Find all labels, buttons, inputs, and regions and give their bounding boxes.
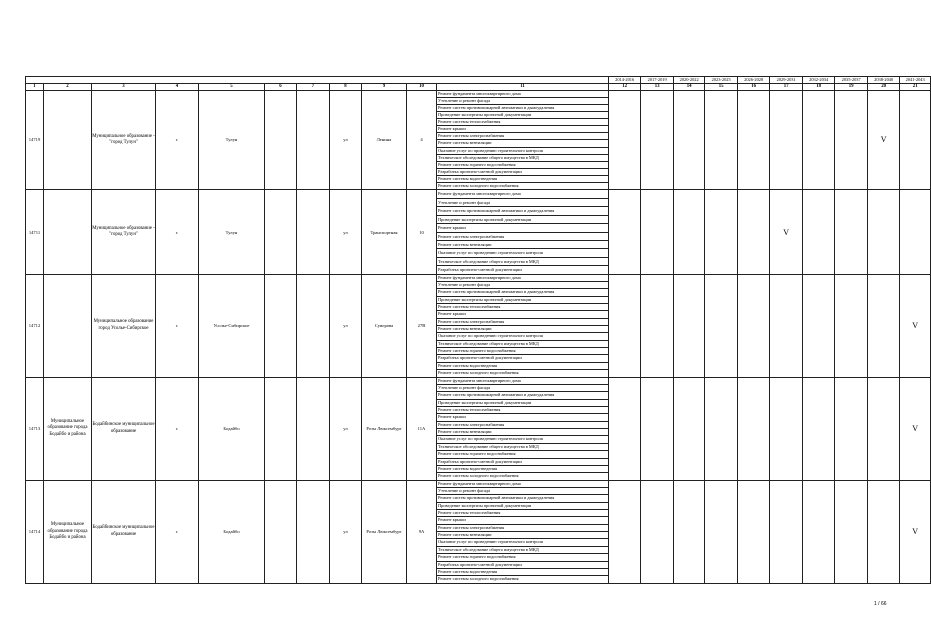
district-cell [44, 90, 92, 190]
work-item: Ремонт системы теплоснабжения [437, 119, 609, 126]
column-6-cell [265, 190, 297, 274]
work-item: Ремонт систем противопожарной автоматики и дымоудаления [437, 495, 609, 502]
column-number: 1 [26, 83, 44, 90]
settlement-cell: Тулун [199, 90, 265, 190]
table-row [26, 274, 931, 281]
work-item: Ремонт системы теплоснабжения [437, 407, 609, 414]
period-cell [609, 190, 641, 274]
year-header: 2023-2025 [705, 77, 738, 84]
column-number: 11 [437, 83, 609, 90]
street-type-cell: ул [330, 480, 362, 583]
record-id: 14719 [26, 90, 44, 190]
period-cell [738, 90, 770, 190]
table-row [26, 90, 931, 97]
period-cell [770, 190, 803, 274]
column-number: 18 [803, 83, 835, 90]
street-cell: Суворова [362, 274, 407, 377]
work-item: Утепление и ремонт фасада [437, 198, 609, 206]
house-number-cell: 10 [407, 190, 437, 274]
column-7-cell [297, 377, 330, 480]
work-item: Ремонт системы вентиляции [437, 140, 609, 147]
column-7-cell [297, 90, 330, 190]
period-cell [868, 377, 900, 480]
house-number-cell: 4 [407, 90, 437, 190]
street-cell: Ленина [362, 90, 407, 190]
work-item: Ремонт системы электроснабжения [437, 318, 609, 325]
column-number: 21 [900, 83, 931, 90]
period-cell [868, 480, 900, 583]
table-row [26, 190, 931, 198]
period-cell [674, 90, 705, 190]
period-cell [641, 90, 674, 190]
period-cell [900, 480, 931, 583]
house-number-cell: 9А [407, 480, 437, 583]
period-cell [900, 274, 931, 377]
work-item: Проведение экспертизы проектной документации [437, 399, 609, 406]
work-item: Ремонт системы электроснабжения [437, 232, 609, 240]
work-item: Техническое обследование общего имущества в МКД [437, 154, 609, 161]
period-cell [674, 377, 705, 480]
period-cell [609, 274, 641, 377]
year-header: 2038-2040 [868, 77, 900, 84]
period-cell [835, 274, 868, 377]
period-cell [609, 377, 641, 480]
column-number: 5 [199, 83, 265, 90]
period-cell [738, 480, 770, 583]
work-item: Ремонт крыши [437, 414, 609, 421]
column-number: 3 [92, 83, 156, 90]
period-cell [900, 190, 931, 274]
period-cell [674, 190, 705, 274]
year-header: 2029-2031 [770, 77, 803, 84]
work-item: Разработка проектно-сметной документации [437, 561, 609, 568]
work-item: Оказание услуг по проведению строительного контроля [437, 147, 609, 154]
municipality-cell: Бодайбинское муниципальное образование [92, 377, 156, 480]
work-item: Разработка проектно-сметной документации [437, 355, 609, 362]
settlement-cell: Усолье-Сибирское [199, 274, 265, 377]
work-item: Разработка проектно-сметной документации [437, 169, 609, 176]
district-cell: Муниципальное образование города Бодайбо и района [44, 480, 92, 583]
work-item: Утепление и ремонт фасада [437, 384, 609, 391]
period-cell [705, 90, 738, 190]
period-cell [609, 480, 641, 583]
street-type-cell: ул [330, 90, 362, 190]
municipality-cell: Муниципальное образование - "город Тулун" [92, 90, 156, 190]
settlement-type-cell: г. [156, 274, 199, 377]
period-cell [868, 274, 900, 377]
work-item: Ремонт системы вентиляции [437, 326, 609, 333]
work-item: Ремонт системы горячего водоснабжения [437, 348, 609, 355]
work-item: Ремонт крыши [437, 311, 609, 318]
check-mark: V [783, 227, 790, 237]
house-number-cell: 11А [407, 377, 437, 480]
work-item: Ремонт системы холодного водоснабжения [437, 183, 609, 190]
work-item: Ремонт систем противопожарной автоматики и дымоудаления [437, 207, 609, 215]
column-number: 19 [835, 83, 868, 90]
work-item: Ремонт системы вентиляции [437, 532, 609, 539]
work-item: Ремонт системы вентиляции [437, 240, 609, 248]
work-item: Ремонт системы электроснабжения [437, 133, 609, 140]
work-item: Ремонт крыши [437, 126, 609, 133]
district-cell [44, 190, 92, 274]
year-header: 2017-2019 [641, 77, 674, 84]
work-item: Ремонт системы вентиляции [437, 429, 609, 436]
period-cell [705, 377, 738, 480]
record-id: 14714 [26, 480, 44, 583]
work-item: Ремонт системы водоотведения [437, 362, 609, 369]
work-item: Ремонт системы теплоснабжения [437, 510, 609, 517]
column-number-row [26, 83, 931, 90]
period-cell [835, 377, 868, 480]
period-cell [705, 190, 738, 274]
period-cell [803, 274, 835, 377]
work-item: Оказание услуг по проведению строительного контроля [437, 539, 609, 546]
street-type-cell: ул [330, 377, 362, 480]
district-cell [44, 274, 92, 377]
period-cell [803, 190, 835, 274]
work-item: Ремонт фундамента многоквартирного дома [437, 190, 609, 198]
work-item: Ремонт системы водоотведения [437, 568, 609, 575]
period-cell [738, 274, 770, 377]
period-cell [868, 190, 900, 274]
period-cell [674, 274, 705, 377]
work-item: Ремонт крыши [437, 224, 609, 232]
settlement-type-cell: г. [156, 480, 199, 583]
table-row [26, 377, 931, 384]
house-number-cell: 27В [407, 274, 437, 377]
column-number: 12 [609, 83, 641, 90]
column-number: 14 [674, 83, 705, 90]
column-number: 16 [738, 83, 770, 90]
work-item: Ремонт системы горячего водоснабжения [437, 451, 609, 458]
work-item: Ремонт фундамента многоквартирного дома [437, 90, 609, 97]
period-cell [770, 90, 803, 190]
period-cell [705, 480, 738, 583]
work-item: Ремонт фундамента многоквартирного дома [437, 480, 609, 487]
check-mark: V [912, 424, 919, 434]
work-item: Ремонт системы горячего водоснабжения [437, 161, 609, 168]
period-cell [868, 90, 900, 190]
period-cell [738, 190, 770, 274]
period-cell [770, 480, 803, 583]
work-item: Разработка проектно-сметной документации [437, 266, 609, 274]
period-cell [705, 274, 738, 377]
column-number: 15 [705, 83, 738, 90]
period-cell [770, 274, 803, 377]
check-mark: V [880, 135, 887, 145]
work-item: Утепление и ремонт фасада [437, 487, 609, 494]
work-item: Ремонт крыши [437, 517, 609, 524]
column-number: 13 [641, 83, 674, 90]
settlement-type-cell: г. [156, 190, 199, 274]
work-item: Разработка проектно-сметной документации [437, 458, 609, 465]
work-item: Техническое обследование общего имущества в МКД [437, 340, 609, 347]
period-cell [674, 480, 705, 583]
period-cell [641, 480, 674, 583]
work-item: Техническое обследование общего имущества в МКД [437, 443, 609, 450]
year-header: 2014-2016 [609, 77, 641, 84]
work-item: Ремонт фундамента многоквартирного дома [437, 274, 609, 281]
period-cell [835, 90, 868, 190]
period-cell [641, 190, 674, 274]
settlement-cell: Тулун [199, 190, 265, 274]
page-number: 1 / 66 [874, 601, 887, 607]
settlement-type-cell: г. [156, 377, 199, 480]
capital-repair-table [25, 76, 931, 584]
period-cell [900, 377, 931, 480]
settlement-type-cell: г. [156, 90, 199, 190]
settlement-cell: Бодайбо [199, 377, 265, 480]
column-6-cell [265, 274, 297, 377]
work-item: Ремонт фундамента многоквартирного дома [437, 377, 609, 384]
work-item: Ремонт систем противопожарной автоматики и дымоудаления [437, 392, 609, 399]
work-item: Проведение экспертизы проектной документации [437, 296, 609, 303]
column-number: 4 [156, 83, 199, 90]
record-id: 14712 [26, 274, 44, 377]
street-type-cell: ул [330, 190, 362, 274]
work-item: Ремонт системы водоотведения [437, 176, 609, 183]
year-header: 2041-2043 [900, 77, 931, 84]
year-header: 2032-2034 [803, 77, 835, 84]
street-type-cell: ул [330, 274, 362, 377]
column-number: 6 [265, 83, 297, 90]
work-item: Проведение экспертизы проектной документации [437, 215, 609, 223]
work-item: Ремонт системы электроснабжения [437, 524, 609, 531]
column-number: 7 [297, 83, 330, 90]
column-number: 2 [44, 83, 92, 90]
column-6-cell [265, 377, 297, 480]
period-cell [803, 90, 835, 190]
municipality-cell: Муниципальное образование - "город Тулун" [92, 190, 156, 274]
work-item: Ремонт системы горячего водоснабжения [437, 554, 609, 561]
check-mark: V [912, 527, 919, 537]
work-item: Утепление и ремонт фасада [437, 281, 609, 288]
year-header: 2020-2022 [674, 77, 705, 84]
column-7-cell [297, 274, 330, 377]
municipality-cell: Бодайбинское муниципальное образование [92, 480, 156, 583]
work-item: Ремонт системы теплоснабжения [437, 303, 609, 310]
settlement-cell: Бодайбо [199, 480, 265, 583]
column-number: 9 [362, 83, 407, 90]
check-mark: V [912, 321, 919, 331]
period-cell [900, 90, 931, 190]
street-cell: Транспортная [362, 190, 407, 274]
work-item: Техническое обследование общего имущества в МКД [437, 546, 609, 553]
period-cell [609, 90, 641, 190]
municipality-cell: Муниципальное образование город Усолье-Сибирское [92, 274, 156, 377]
work-item: Ремонт систем противопожарной автоматики и дымоудаления [437, 289, 609, 296]
work-item: Ремонт системы электроснабжения [437, 421, 609, 428]
period-cell [641, 274, 674, 377]
year-header: 2035-2037 [835, 77, 868, 84]
column-number: 17 [770, 83, 803, 90]
table-row [26, 480, 931, 487]
work-item: Ремонт системы холодного водоснабжения [437, 576, 609, 583]
period-cell [738, 377, 770, 480]
work-item: Оказание услуг по проведению строительного контроля [437, 249, 609, 257]
column-number: 8 [330, 83, 362, 90]
record-id: 14711 [26, 190, 44, 274]
district-cell: Муниципальное образование города Бодайбо и района [44, 377, 92, 480]
column-number: 20 [868, 83, 900, 90]
period-cell [641, 377, 674, 480]
work-item: Техническое обследование общего имущества в МКД [437, 257, 609, 265]
period-cell [835, 190, 868, 274]
work-item: Ремонт системы холодного водоснабжения [437, 370, 609, 377]
street-cell: Розы Люксембург [362, 480, 407, 583]
work-item: Ремонт системы водоотведения [437, 465, 609, 472]
work-item: Ремонт систем противопожарной автоматики и дымоудаления [437, 104, 609, 111]
period-cell [835, 480, 868, 583]
work-item: Оказание услуг по проведению строительного контроля [437, 436, 609, 443]
column-6-cell [265, 480, 297, 583]
column-7-cell [297, 190, 330, 274]
work-item: Проведение экспертизы проектной документации [437, 502, 609, 509]
work-item: Утепление и ремонт фасада [437, 97, 609, 104]
column-number: 10 [407, 83, 437, 90]
work-item: Ремонт системы холодного водоснабжения [437, 473, 609, 480]
work-item: Оказание услуг по проведению строительного контроля [437, 333, 609, 340]
column-6-cell [265, 90, 297, 190]
period-cell [803, 377, 835, 480]
record-id: 14713 [26, 377, 44, 480]
work-item: Проведение экспертизы проектной документации [437, 111, 609, 118]
street-cell: Розы Люксембург [362, 377, 407, 480]
column-7-cell [297, 480, 330, 583]
period-cell [770, 377, 803, 480]
year-header: 2026-2028 [738, 77, 770, 84]
period-cell [803, 480, 835, 583]
